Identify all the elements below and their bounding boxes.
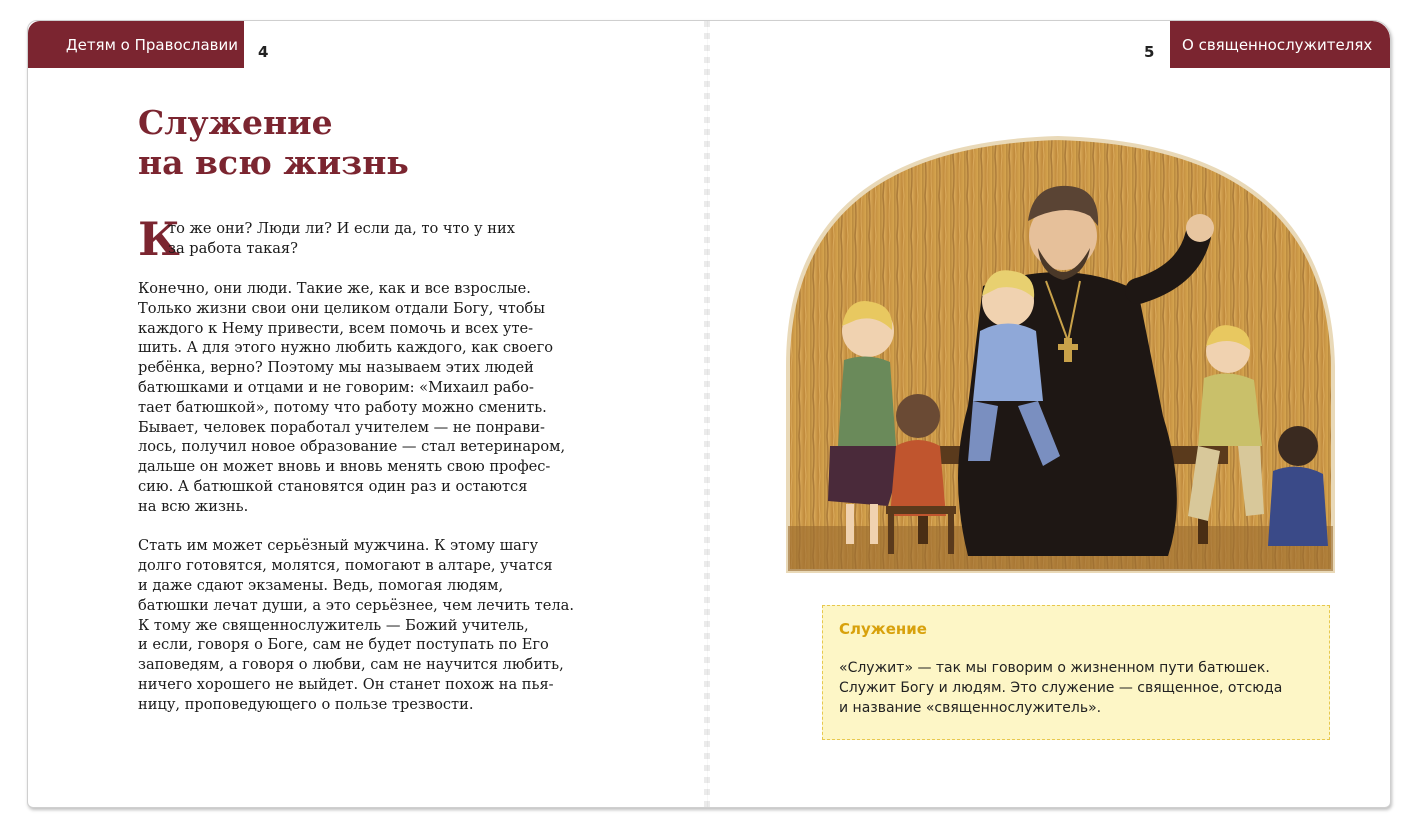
text-line: батюшками и отцами и не говорим: «Михаил рабо- — [138, 378, 534, 396]
right-page-number: 5 — [1144, 43, 1155, 61]
text-line: и название «священнослужитель». — [839, 700, 1102, 716]
left-header-title: Детям о Православии — [65, 35, 238, 54]
text-line: Бывает, человек поработал учителем — не понрави- — [138, 418, 545, 436]
text-line: то же они? Люди ли? И если да, то что у них — [168, 220, 515, 237]
text-line: К тому же священнослужитель — Божий учитель, — [138, 616, 529, 634]
text-line: дальше он может вновь и вновь менять свою профес- — [138, 458, 551, 476]
text-line: каждого к Нему привести, всем помочь и всех уте- — [138, 319, 534, 337]
sidebar-text — [839, 658, 1313, 718]
article-body — [138, 212, 598, 734]
text-line: долго готовятся, молятся, помогают в алтаре, учатся — [138, 557, 553, 575]
text-line: Только жизни свои они целиком отдали Богу, чтобы — [138, 299, 545, 317]
text-line: ничего хорошего не выйдет. Он станет похож на пья- — [138, 675, 554, 693]
priest-with-children-illustration — [768, 116, 1348, 576]
text-line: Служит Богу и людям. Это служение — священное, отсюда — [839, 680, 1283, 696]
sidebar-title: Служение — [839, 620, 927, 638]
title-line: Служение — [138, 103, 333, 142]
right-running-header — [1170, 21, 1390, 68]
left-page-number: 4 — [258, 43, 269, 61]
text-line: заповедям, а говоря о любви, сам не научится любить, — [138, 656, 564, 674]
drop-cap: К — [138, 212, 180, 266]
right-page — [708, 21, 1390, 807]
title-line: на всю жизнь — [138, 143, 409, 182]
text-line: за работа такая? — [168, 239, 298, 257]
paragraph-1 — [138, 279, 598, 517]
text-line: лось, получил новое образование — стал ветеринаром, — [138, 438, 566, 456]
text-line: Конечно, они люди. Такие же, как и все взрослые. — [138, 280, 531, 297]
text-line: ницу, проповедующего о пользе трезвости. — [138, 695, 474, 713]
text-line: ребёнка, верно? Поэтому мы называем этих людей — [138, 359, 534, 377]
chapter-title — [138, 103, 409, 183]
text-line: «Служит» — так мы говорим о жизненном пути батюшек. — [839, 660, 1270, 676]
text-line: сию. А батюшкой становятся один раз и остаются — [138, 477, 528, 495]
text-line: на всю жизнь. — [138, 497, 249, 515]
paragraph-2 — [138, 536, 598, 714]
text-line: батюшки лечат души, а это серьёзнее, чем лечить тела. — [138, 596, 574, 614]
text-line: и даже сдают экзамены. Ведь, помогая людям, — [138, 576, 504, 594]
left-page — [28, 21, 708, 807]
left-running-header — [28, 21, 244, 68]
lead-paragraph — [138, 212, 598, 266]
definition-sidebar — [822, 605, 1330, 740]
book-spread — [27, 20, 1391, 808]
text-line: шить. А для этого нужно любить каждого, как своего — [138, 339, 554, 357]
text-line: и если, говоря о Боге, сам не будет поступать по Его — [138, 636, 549, 654]
right-header-title: О священнослужителях — [1182, 35, 1373, 54]
text-line: Стать им может серьёзный мужчина. К этому шагу — [138, 537, 539, 555]
text-line: тает батюшкой», потому что работу можно сменить. — [138, 398, 547, 416]
